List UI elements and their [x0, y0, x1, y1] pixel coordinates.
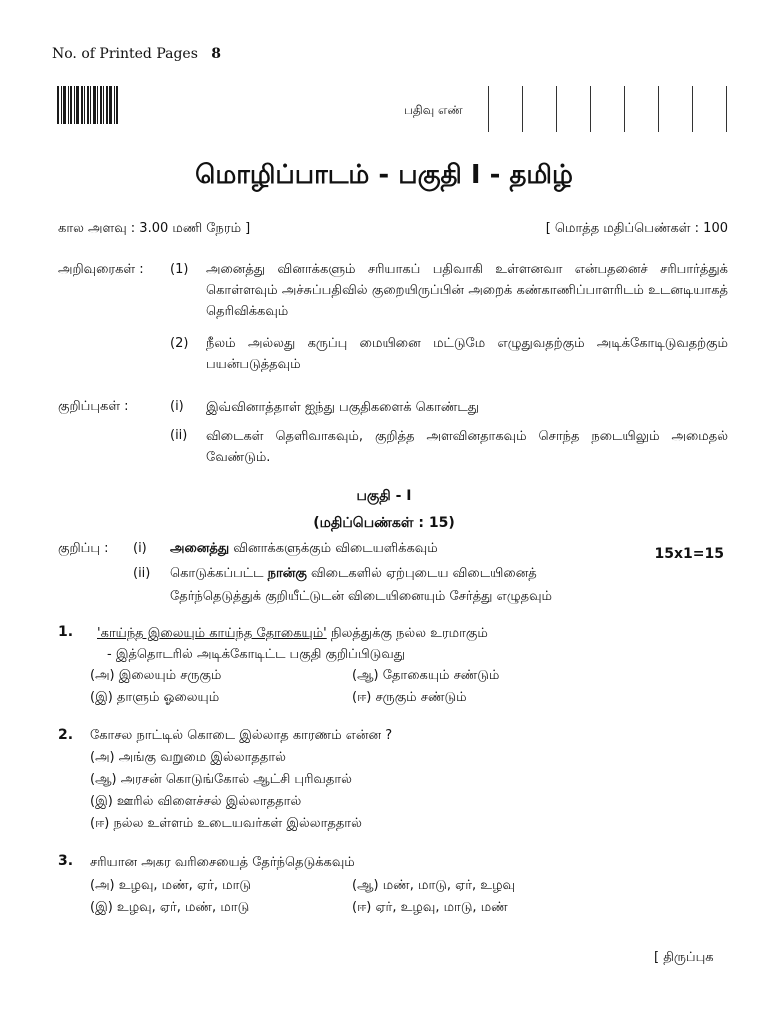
- reg-no-label: பதிவு எண்: [404, 103, 463, 117]
- section-note-text-line2: தேர்ந்தெடுத்துக் குறியீட்டுடன் விடையினையும் சேர்த்து எழுதவும்: [170, 589, 552, 604]
- option-c: (இ) தாளும் ஓலையும்: [90, 690, 220, 705]
- section-note-rest: வினாக்களுக்கும் விடையளிக்கவும்: [229, 541, 438, 556]
- score-formula: 15x1=15: [654, 546, 724, 562]
- question-text: [97, 626, 488, 642]
- turn-over: [ திருப்புக: [654, 950, 714, 965]
- section-note-part: விடைகளில் ஏற்புடைய விடையினைத்: [306, 566, 537, 581]
- question-quote: 'காய்ந்த இலையும் காய்ந்த தோகையும்': [97, 626, 327, 641]
- section-note-number: (ii): [133, 566, 151, 581]
- note-number: (ii): [170, 428, 188, 443]
- option-b: (ஆ) மண், மாடு, ஏர், உழவு: [352, 878, 515, 893]
- printed-pages-value: 8: [211, 46, 222, 62]
- printed-pages-label: No. of Printed Pages: [52, 46, 198, 62]
- section-note-label: குறிப்பு :: [58, 541, 109, 556]
- instruction-number: (1): [170, 262, 189, 277]
- printed-pages: [52, 46, 221, 62]
- option-d: (ஈ) ஏர், உழவு, மாடு, மண்: [352, 900, 508, 915]
- option-a: (அ) இலையும் சருகும்: [90, 668, 222, 683]
- option-b: (ஆ) அரசன் கொடுங்கோல் ஆட்சி புரிவதால்: [90, 772, 352, 787]
- reg-no-boxes: [488, 86, 732, 132]
- time-duration: கால அளவு : 3.00 மணி நேரம் ]: [58, 221, 251, 236]
- notes-label: குறிப்புகள் :: [58, 399, 129, 414]
- section-note-bold: அனைத்து: [170, 541, 230, 556]
- option-c: (இ) உழவு, ஏர், மண், மாடு: [90, 900, 250, 915]
- section-title: பகுதி - I: [356, 488, 412, 504]
- note-text: விடைகள் தெளிவாகவும், குறித்த அளவினதாகவும் சொந்த நடையிலும் அமைதல் வேண்டும்.: [206, 429, 728, 465]
- section-note-text: [170, 541, 438, 557]
- option-a: (அ) அங்கு வறுமை இல்லாததால்: [90, 750, 286, 765]
- question-text-rest: நிலத்துக்கு நல்ல உரமாகும்: [326, 626, 488, 641]
- barcode: [57, 86, 123, 124]
- instruction-text: அனைத்து வினாக்களும் சரியாகப் பதிவாகி உள்ளனவா என்பதனைச் சரிபார்த்துக் கொள்ளவும் அச்சுப்பதிவில் குறையிருப்பின் அறைக் கண்காணிப்பாளரிடம் உடனடியாகத் தெரிவிக்கவும்: [206, 262, 728, 319]
- option-a: (அ) உழவு, மண், ஏர், மாடு: [90, 878, 251, 893]
- note-text: இவ்வினாத்தாள் ஐந்து பகுதிகளைக் கொண்டது: [206, 400, 480, 415]
- instruction-number: (2): [170, 336, 189, 351]
- page-title: மொழிப்பாடம் - பகுதி I - தமிழ்: [195, 160, 573, 190]
- instructions-label: அறிவுரைகள் :: [58, 262, 144, 277]
- total-marks: [ மொத்த மதிப்பெண்கள் : 100: [545, 221, 728, 236]
- option-c: (இ) ஊரில் விளைச்சல் இல்லாததால்: [90, 794, 302, 809]
- section-note-part: கொடுக்கப்பட்ட: [170, 566, 268, 581]
- question-text: கோசல நாட்டில் கொடை இல்லாத காரணம் என்ன ?: [90, 728, 393, 743]
- instruction-text: நீலம் அல்லது கருப்பு மையினை மட்டுமே எழுதுவதற்கும் அடிக்கோடிடுவதற்கும் பயன்படுத்தவும்: [206, 336, 728, 372]
- section-note-number: (i): [133, 541, 147, 556]
- option-d: (ஈ) நல்ல உள்ளம் உடையவர்கள் இல்லாததால்: [90, 816, 362, 831]
- question-text: சரியான அகர வரிசையைத் தேர்ந்தெடுக்கவும்: [90, 855, 355, 870]
- question-number: 1.: [58, 624, 74, 640]
- option-d: (ஈ) சருகும் சண்டும்: [352, 690, 467, 705]
- question-number: 2.: [58, 727, 74, 743]
- question-number: 3.: [58, 853, 74, 869]
- section-note-text: [170, 566, 537, 582]
- question-subtext: - இத்தொடரில் அடிக்கோடிட்ட பகுதி குறிப்பிடுவது: [107, 647, 406, 662]
- section-note-bold: நான்கு: [267, 566, 307, 581]
- section-marks: (மதிப்பெண்கள் : 15): [313, 515, 455, 531]
- note-number: (i): [170, 399, 184, 414]
- option-b: (ஆ) தோகையும் சண்டும்: [352, 668, 500, 683]
